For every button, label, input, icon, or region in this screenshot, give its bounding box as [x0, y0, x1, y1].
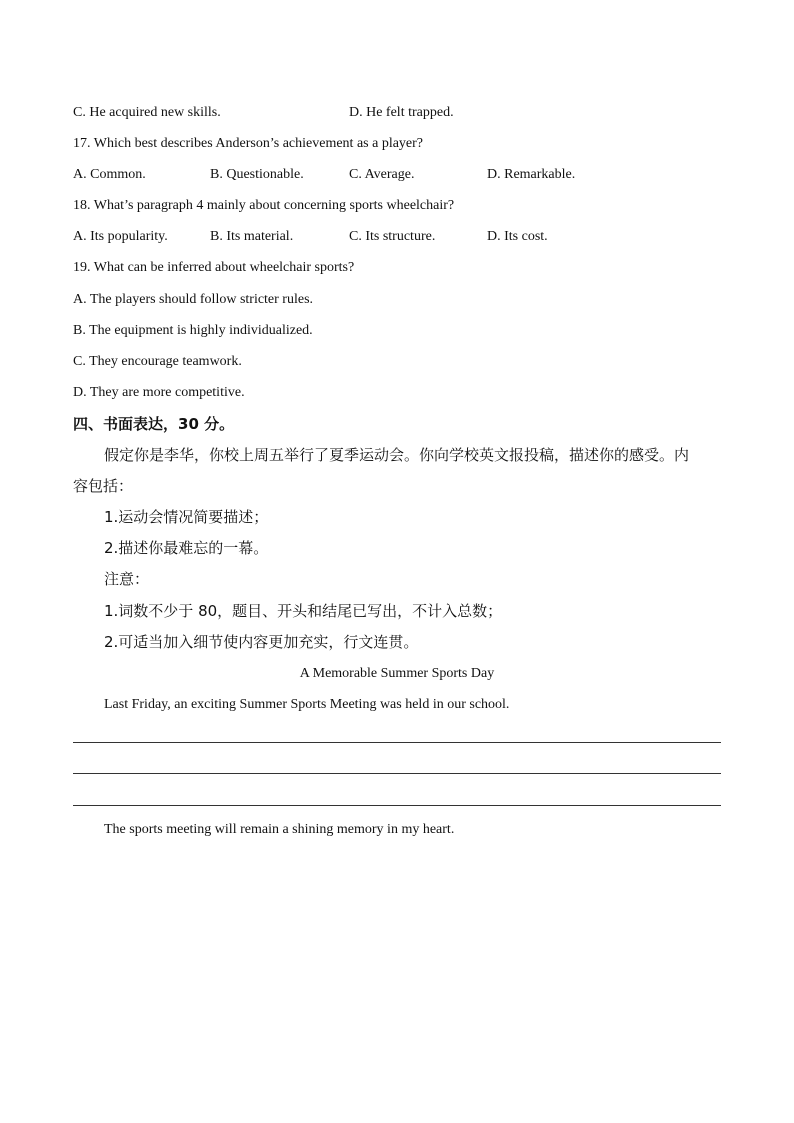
q17-option-d: D. Remarkable. [487, 167, 576, 182]
q16-option-c: C. He acquired new skills. [73, 105, 221, 120]
note-1: 1.词数不少于 80，题目、开头和结尾已写出，不计入总数； [104, 602, 503, 620]
essay-title: A Memorable Summer Sports Day [299, 666, 495, 681]
q19-option-c: C. They encourage teamwork. [73, 354, 242, 369]
q18-question: 18. What’s paragraph 4 mainly about concerning sports wheelchair? [73, 198, 455, 213]
q18-option-b: B. Its material. [210, 229, 294, 244]
writing-line-3 [73, 805, 721, 806]
q17-option-b: B. Questionable. [210, 167, 304, 182]
essay-opening: Last Friday, an exciting Summer Sports Meeting was held in our school. [104, 697, 510, 712]
q16-option-d: D. He felt trapped. [349, 105, 454, 120]
q19-question: 19. What can be inferred about wheelchair sports? [73, 260, 355, 275]
prompt-line-1: 假定你是李华，你校上周五举行了夏季运动会。你向学校英文报投稿，描述你的感受。内 [104, 446, 690, 464]
prompt-line-2: 容包括： [73, 477, 134, 495]
q19-option-d: D. They are more competitive. [73, 385, 245, 400]
writing-line-2 [73, 773, 721, 774]
content-point-2: 2.描述你最难忘的一幕。 [104, 539, 269, 557]
note-label: 注意： [104, 570, 150, 588]
q18-option-a: A. Its popularity. [73, 229, 168, 244]
q19-option-b: B. The equipment is highly individualized. [73, 323, 313, 338]
essay-closing: The sports meeting will remain a shining memory in my heart. [104, 822, 455, 837]
writing-line-1 [73, 742, 721, 743]
q17-option-a: A. Common. [73, 167, 146, 182]
section-heading: 四、书面表达，30 分。 [73, 415, 235, 433]
q18-option-d: D. Its cost. [487, 229, 548, 244]
q18-option-c: C. Its structure. [349, 229, 436, 244]
note-2: 2.可适当加入细节使内容更加充实，行文连贯。 [104, 633, 419, 651]
q17-option-c: C. Average. [349, 167, 415, 182]
content-point-1: 1.运动会情况简要描述； [104, 508, 269, 526]
q19-option-a: A. The players should follow stricter rules. [73, 292, 314, 307]
q17-question: 17. Which best describes Anderson’s achievement as a player? [73, 136, 424, 151]
